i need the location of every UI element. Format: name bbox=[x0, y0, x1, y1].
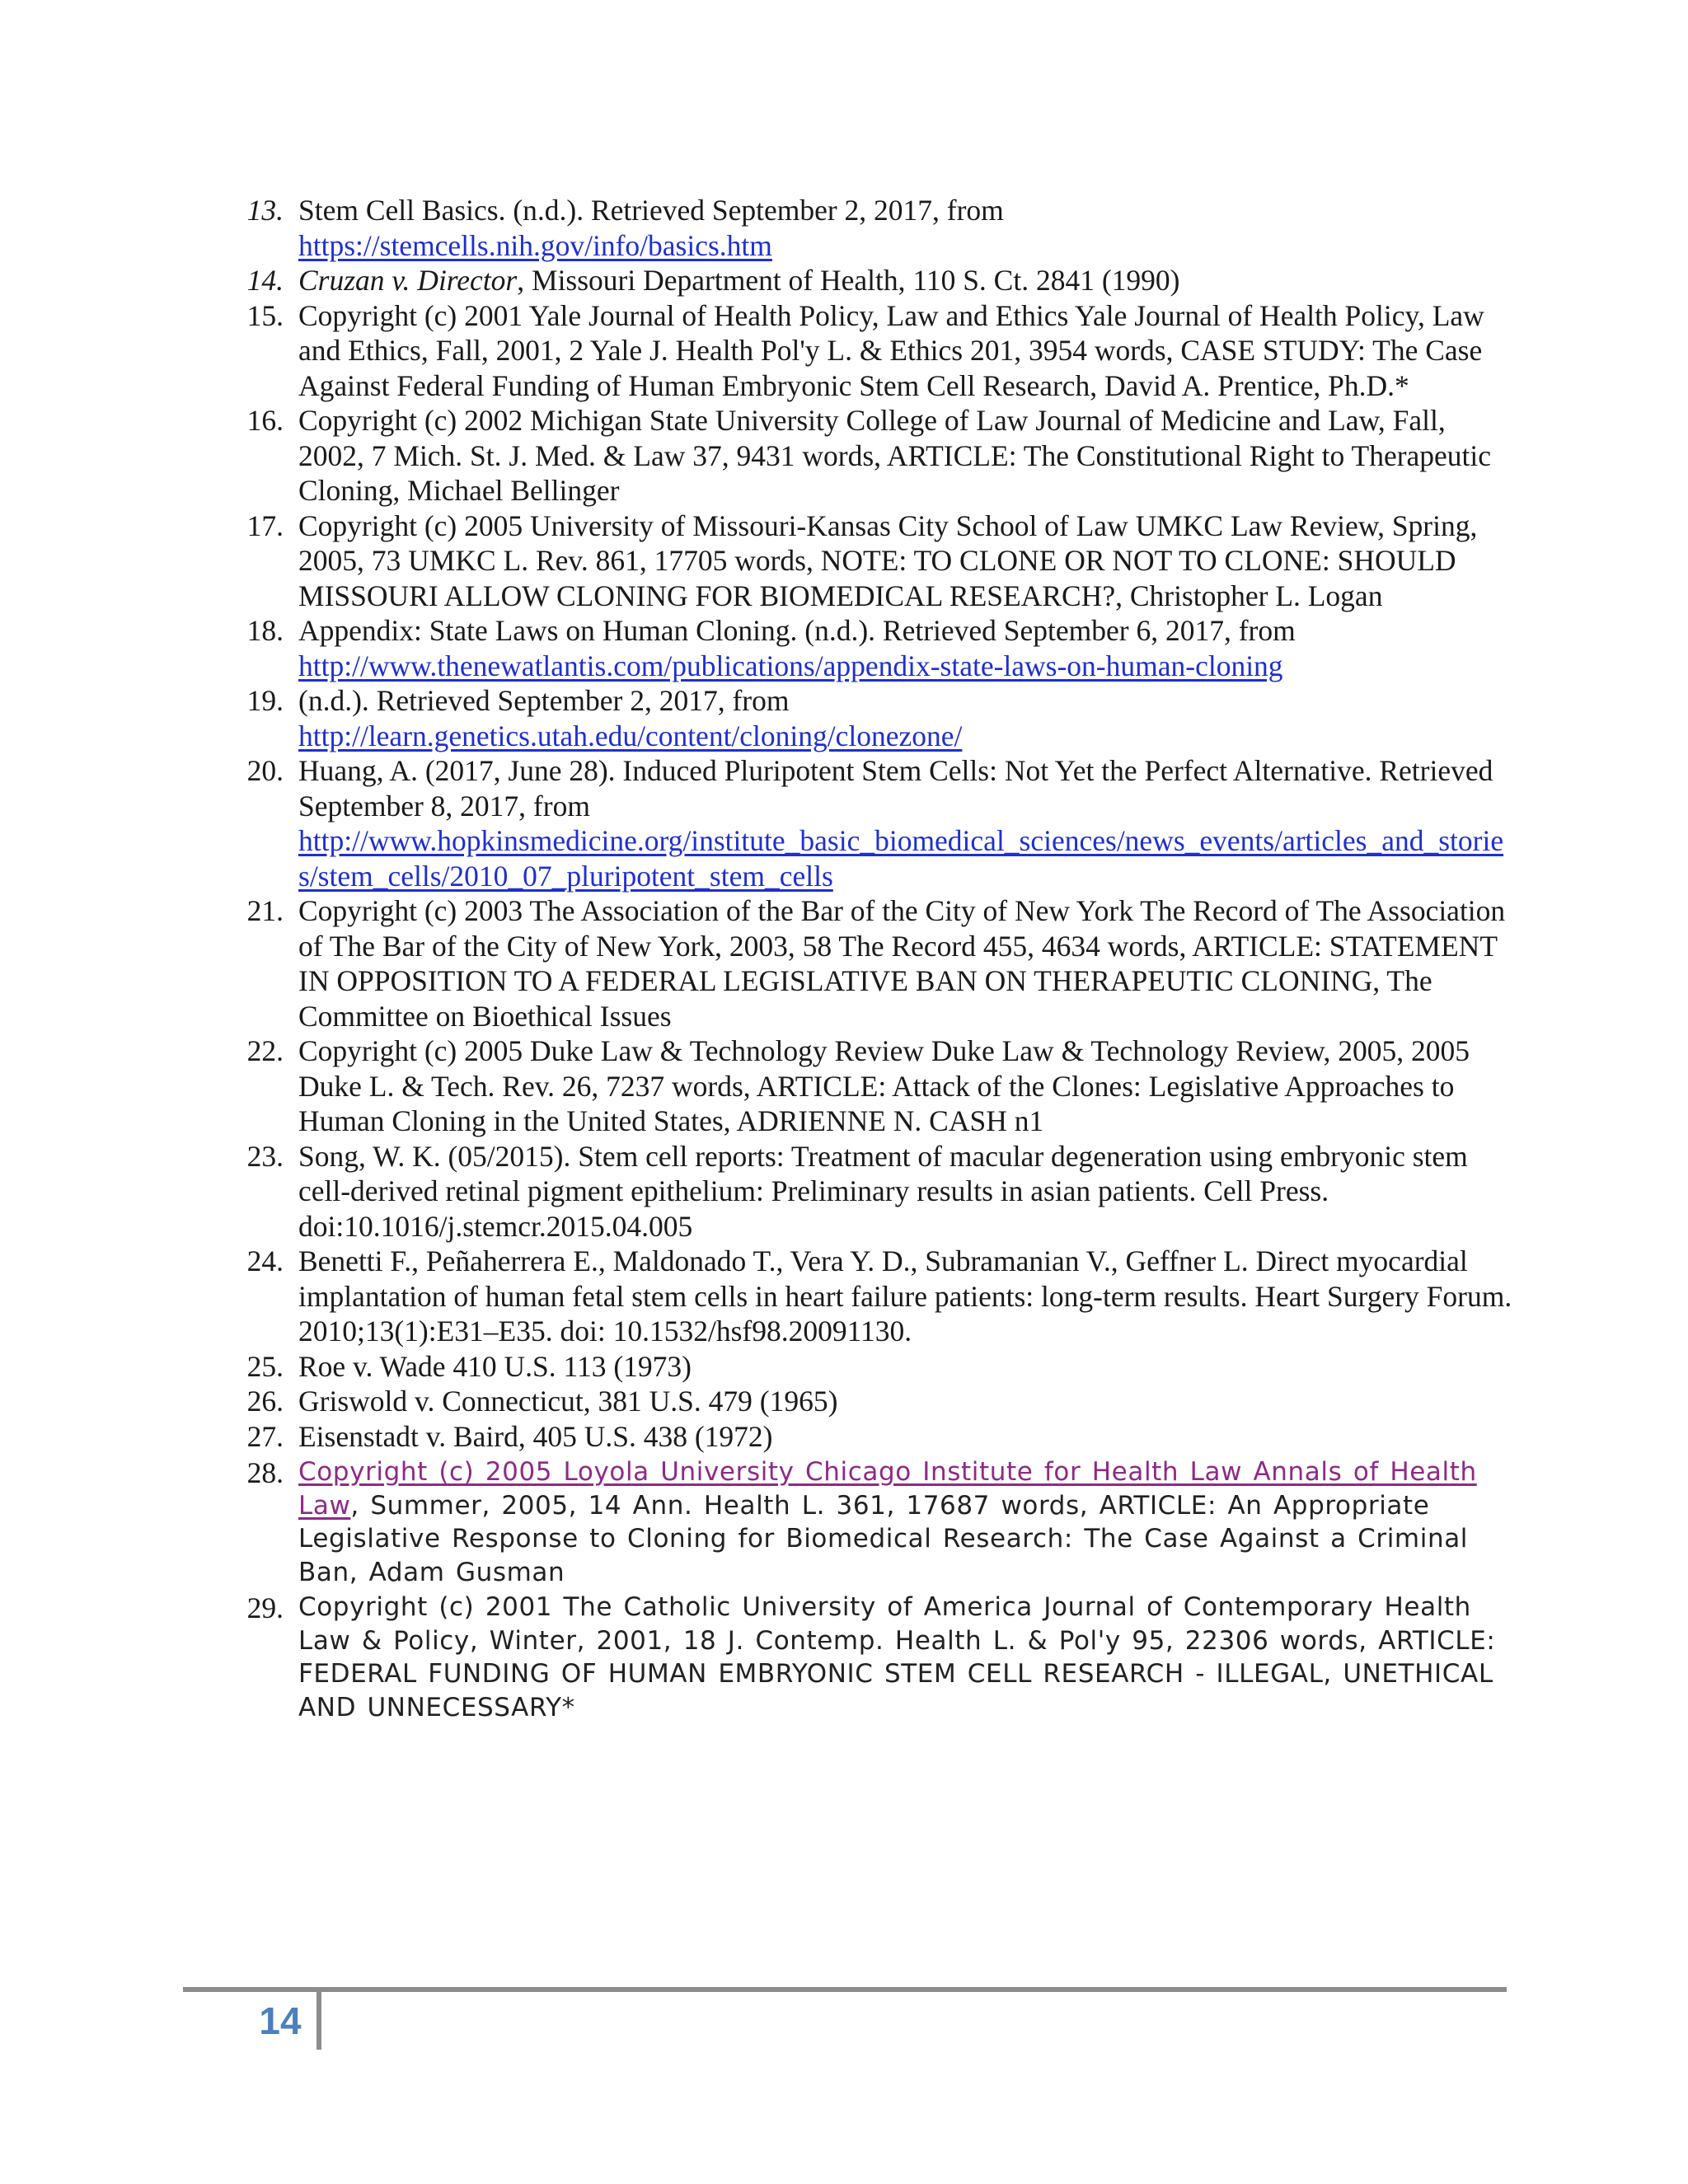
reference-link[interactable]: https://stemcells.nih.gov/info/basics.htm bbox=[298, 228, 772, 262]
reference-link[interactable]: http://www.hopkinsmedicine.org/institute_basic_biomedical_sciences/news_events/articles_and_stories/stem_cells/2010_07_pluripotent_stem_cells bbox=[298, 824, 1504, 893]
reference-text: Song, W. K. (05/2015). Stem cell reports: Treatment of macular degeneration using embryonic stem cell-derived retinal pigment epithelium: Preliminary results in asian patients. Cell Press. doi:10.1016/j.stemcr.2015.04.005 bbox=[298, 1139, 1468, 1243]
reference-text: (n.d.). Retrieved September 2, 2017, from bbox=[298, 684, 790, 717]
reference-text: Copyright (c) 2005 Duke Law & Technology Review Duke Law & Technology Review, 2005, 2005 Duke L. & Tech. Rev. 26, 7237 words, ARTICLE: Attack of the Clones: Legislative Approaches to Human Cloning in the United States, ADRIENNE N. CASH n1 bbox=[298, 1034, 1470, 1137]
reference-number: 16. bbox=[246, 404, 284, 437]
reference-text: , Missouri Department of Health, 110 S. Ct. 2841 (1990) bbox=[517, 264, 1180, 297]
reference-number: 28. bbox=[246, 1456, 284, 1489]
reference-number: 23. bbox=[246, 1139, 284, 1173]
reference-text: Appendix: State Laws on Human Cloning. (n.d.). Retrieved September 6, 2017, from bbox=[298, 614, 1296, 647]
reference-13 bbox=[231, 193, 1517, 263]
footer-divider-tick bbox=[316, 1992, 321, 2050]
reference-number: 24. bbox=[246, 1244, 284, 1277]
footer-divider bbox=[183, 1987, 1507, 1992]
page-number: 14 bbox=[259, 1999, 302, 2042]
reference-text: Copyright (c) 2005 University of Missouri-Kansas City School of Law UMKC Law Review, Spring, 2005, 73 UMKC L. Rev. 861, 17705 words, NOTE: TO CLONE OR NOT TO CLONE: SHOULD MISSOURI ALLOW CLONING FOR BIOMEDICAL RESEARCH?, Christopher L. Logan bbox=[298, 509, 1478, 612]
reference-number: 17. bbox=[246, 509, 284, 542]
reference-number: 27. bbox=[246, 1419, 284, 1453]
reference-number: 22. bbox=[246, 1034, 284, 1067]
reference-28 bbox=[231, 1455, 1517, 1589]
reference-text: Copyright (c) 2003 The Association of the Bar of the City of New York The Record of The Association of The Bar of the City of New York, 2003, 58 The Record 455, 4634 words, ARTICLE: STATEMENT IN OPPOSITION TO A FEDERAL LEGISLATIVE BAN ON THERAPEUTIC CLONING, The Committee on Bioethical Issues bbox=[298, 894, 1506, 1033]
reference-text: Copyright (c) 2001 The Catholic University of America Journal of Contemporary Health Law & Policy, Winter, 2001, 18 J. Contemp. Health L. & Pol'y 95, 22306 words, ARTICLE: FEDERAL FUNDING OF HUMAN EMBRYONIC STEM CELL RESEARCH - ILLEGAL, UNETHICAL AND UNNECESSARY* bbox=[298, 1592, 1496, 1722]
reference-18 bbox=[231, 613, 1517, 683]
reference-number: 29. bbox=[246, 1591, 284, 1624]
reference-list bbox=[231, 193, 1517, 1724]
reference-15 bbox=[231, 298, 1517, 404]
reference-21 bbox=[231, 893, 1517, 1033]
reference-26 bbox=[231, 1384, 1517, 1419]
reference-text: Huang, A. (2017, June 28). Induced Pluripotent Stem Cells: Not Yet the Perfect Alternative. Retrieved September 8, 2017, from bbox=[298, 754, 1493, 823]
reference-link[interactable]: http://www.thenewatlantis.com/publications/appendix-state-laws-on-human-cloning bbox=[298, 649, 1283, 682]
reference-text: Benetti F., Peñaherrera E., Maldonado T., Vera Y. D., Subramanian V., Geffner L. Direct myocardial implantation of human fetal stem cells in heart failure patients: long-term results. Heart Surgery Forum. 2010;13(1):E31–E35. doi: 10.1532/hsf98.20091130. bbox=[298, 1244, 1512, 1347]
reference-link[interactable]: Copyright (c) 2005 Loyola University Chicago Institute for Health Law Annals of Health Law bbox=[298, 1457, 1477, 1521]
reference-17 bbox=[231, 509, 1517, 614]
reference-text: , Summer, 2005, 14 Ann. Health L. 361, 17687 words, ARTICLE: An Appropriate Legislative Response to Cloning for Biomedical Research: The Case Against a Criminal Ban, Adam Gusman bbox=[298, 1490, 1469, 1587]
reference-number: 14. bbox=[246, 264, 284, 297]
reference-24 bbox=[231, 1244, 1517, 1349]
reference-number: 26. bbox=[246, 1385, 284, 1418]
reference-link[interactable]: http://learn.genetics.utah.edu/content/cloning/clonezone/ bbox=[298, 719, 963, 752]
reference-number: 13. bbox=[246, 194, 284, 227]
reference-29 bbox=[231, 1591, 1517, 1724]
reference-text: Copyright (c) 2001 Yale Journal of Health Policy, Law and Ethics Yale Journal of Health Policy, Law and Ethics, Fall, 2001, 2 Yale J. Health Pol'y L. & Ethics 201, 3954 words, CASE STUDY: The Case Against Federal Funding of Human Embryonic Stem Cell Research, David A. Prentice, Ph.D.* bbox=[298, 298, 1484, 402]
reference-25 bbox=[231, 1349, 1517, 1385]
reference-text: Griswold v. Connecticut, 381 U.S. 479 (1965) bbox=[298, 1385, 838, 1418]
reference-number: 15. bbox=[246, 298, 284, 332]
reference-22 bbox=[231, 1033, 1517, 1139]
case-name: Cruzan v. Director bbox=[298, 264, 518, 297]
reference-text: Stem Cell Basics. (n.d.). Retrieved September 2, 2017, from bbox=[298, 194, 1004, 227]
reference-19 bbox=[231, 683, 1517, 753]
reference-text: Eisenstadt v. Baird, 405 U.S. 438 (1972) bbox=[298, 1419, 773, 1453]
reference-23 bbox=[231, 1139, 1517, 1244]
reference-number: 25. bbox=[246, 1349, 284, 1383]
reference-20 bbox=[231, 753, 1517, 893]
reference-number: 20. bbox=[246, 754, 284, 787]
reference-27 bbox=[231, 1419, 1517, 1455]
reference-text: Copyright (c) 2002 Michigan State University College of Law Journal of Medicine and Law, Fall, 2002, 7 Mich. St. J. Med. & Law 37, 9431 words, ARTICLE: The Constitutional Right to Therapeutic Cloning, Michael Bellinger bbox=[298, 404, 1492, 507]
reference-14 bbox=[231, 263, 1517, 298]
reference-number: 18. bbox=[246, 614, 284, 647]
reference-number: 19. bbox=[246, 684, 284, 717]
reference-number: 21. bbox=[246, 894, 284, 927]
reference-16 bbox=[231, 403, 1517, 509]
reference-text: Roe v. Wade 410 U.S. 113 (1973) bbox=[298, 1349, 692, 1383]
